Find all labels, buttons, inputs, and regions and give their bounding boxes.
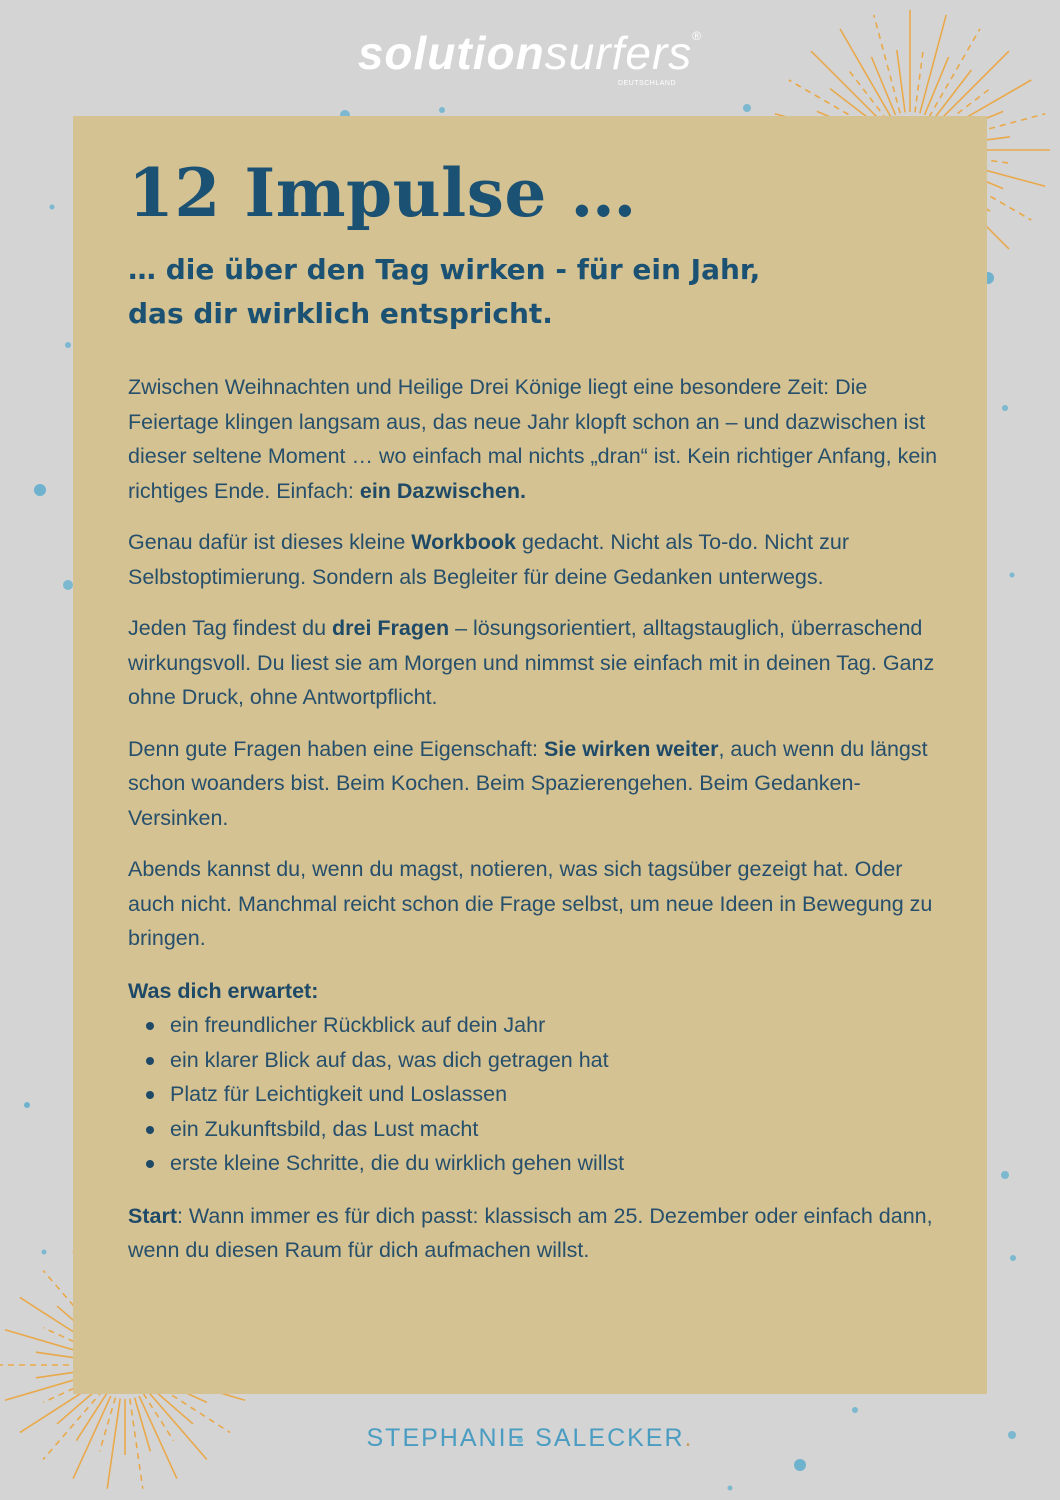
list-item-text: ein klarer Blick auf das, was dich getragen hat	[170, 1047, 609, 1072]
confetti-dot	[1010, 573, 1015, 578]
list-item	[170, 1043, 938, 1078]
confetti-dot	[63, 580, 73, 590]
confetti-dot	[439, 107, 445, 113]
list-item	[170, 1008, 938, 1043]
confetti-dot	[1010, 1255, 1016, 1261]
paragraph-questions-emphasis: drei Fragen	[332, 616, 450, 640]
list-item	[170, 1146, 938, 1181]
bullet-dot-icon	[146, 1057, 154, 1065]
expect-heading: Was dich erwartet:	[128, 978, 319, 1003]
start-text: : Wann immer es für dich passt: klassisch am 25. Dezember oder einfach dann, wenn du diesen Raum für dich aufmachen willst.	[128, 1203, 933, 1262]
confetti-dot	[852, 1407, 858, 1413]
list-item-text: Platz für Leichtigkeit und Loslassen	[170, 1082, 508, 1106]
subtitle-line-2: das dir wirklich entspricht.	[128, 297, 553, 330]
paragraph-effect-pre: Denn gute Fragen haben eine Eigenschaft:	[128, 736, 544, 761]
list-item-text: ein Zukunftsbild, das Lust macht	[170, 1116, 479, 1141]
paragraph-workbook	[128, 525, 938, 594]
paragraph-questions-pre: Jeden Tag findest du	[128, 616, 333, 640]
paragraph-evening-text: Abends kannst du, wenn du magst, notieren, was sich tagsüber gezeigt hat. Oder auch nicht. Manchmal reicht schon die Frage selbst, um neue Ideen in Bewegung zu bringen.	[128, 857, 933, 950]
confetti-dot	[24, 1102, 30, 1108]
logo-word-bold: solution	[357, 27, 545, 79]
confetti-dot	[1002, 405, 1008, 411]
paragraph-effect-emphasis: Sie wirken weiter	[543, 736, 719, 761]
paragraph-intro-text: Zwischen Weihnachten und Heilige Drei Könige liegt eine besondere Zeit: Die Feiertage klingen langsam aus, das neue Jahr klopft schon an – und dazwischen ist dieser seltene Moment … wo einfach mal nichts „dran“ ist. Kein richtiger Anfang, kein richtiges Ende. Einfach:	[128, 375, 938, 503]
paragraph-intro-emphasis: ein Dazwischen.	[359, 478, 526, 503]
logo-subtitle: DEUTSCHLAND	[618, 80, 677, 87]
logo-word-light: surfers	[544, 27, 693, 79]
paragraph-effect-post: , auch wenn du längst schon woanders bist. Beim Kochen. Beim Spazierengehen. Beim Gedanken-Versinken.	[128, 736, 928, 830]
bullet-dot-icon	[146, 1022, 154, 1030]
paragraph-questions-post: – lösungsorientiert, alltagstauglich, überraschend wirkungsvoll. Du liest sie am Morgen und nimmst sie einfach mit in deinen Tag. Ganz ohne Druck, ohne Antwortpflicht.	[128, 616, 935, 709]
subtitle-line-1: … die über den Tag wirken - für ein Jahr,	[128, 253, 761, 286]
list-item-text: erste kleine Schritte, die du wirklich gehen willst	[170, 1151, 625, 1175]
solutionsurfers-logo	[0, 27, 1060, 79]
bullet-dot-icon	[146, 1126, 154, 1134]
confetti-dot	[728, 1486, 733, 1491]
author-name	[0, 1424, 1060, 1453]
paragraph-workbook-post: gedacht. Nicht als To-do. Nicht zur Selbstoptimierung. Sondern als Begleiter für deine Gedanken unterwegs.	[128, 530, 849, 589]
confetti-dot	[1001, 1171, 1009, 1179]
list-item-text: ein freundlicher Rückblick auf dein Jahr	[170, 1013, 546, 1037]
confetti-dot	[65, 342, 71, 348]
paragraph-effect	[128, 732, 938, 836]
confetti-dot	[743, 104, 751, 112]
paragraph-questions	[128, 611, 938, 715]
bullet-dot-icon	[146, 1160, 154, 1168]
page-subtitle	[128, 248, 888, 336]
confetti-dot	[42, 1250, 47, 1255]
list-item	[170, 1112, 938, 1147]
workbook-intro	[128, 154, 938, 1268]
confetti-dot	[34, 484, 46, 496]
paragraph-workbook-emphasis: Workbook	[411, 530, 516, 554]
bullet-dot-icon	[146, 1091, 154, 1099]
expect-list	[128, 1008, 938, 1181]
author-name-text: STEPHANIE SALECKER	[366, 1424, 685, 1452]
author-name-dot: .	[684, 1424, 694, 1452]
paragraph-evening	[128, 852, 938, 956]
logo-registered-mark: ®	[692, 29, 703, 43]
start-label: Start	[128, 1203, 177, 1228]
confetti-dot	[50, 205, 55, 210]
paragraph-workbook-pre: Genau dafür ist dieses kleine	[128, 530, 412, 554]
page-title: 12 Impulse …	[128, 154, 637, 232]
confetti-dot	[794, 1459, 806, 1471]
list-item	[170, 1077, 938, 1112]
paragraph-intro	[128, 370, 938, 508]
paragraph-start	[128, 1199, 938, 1268]
